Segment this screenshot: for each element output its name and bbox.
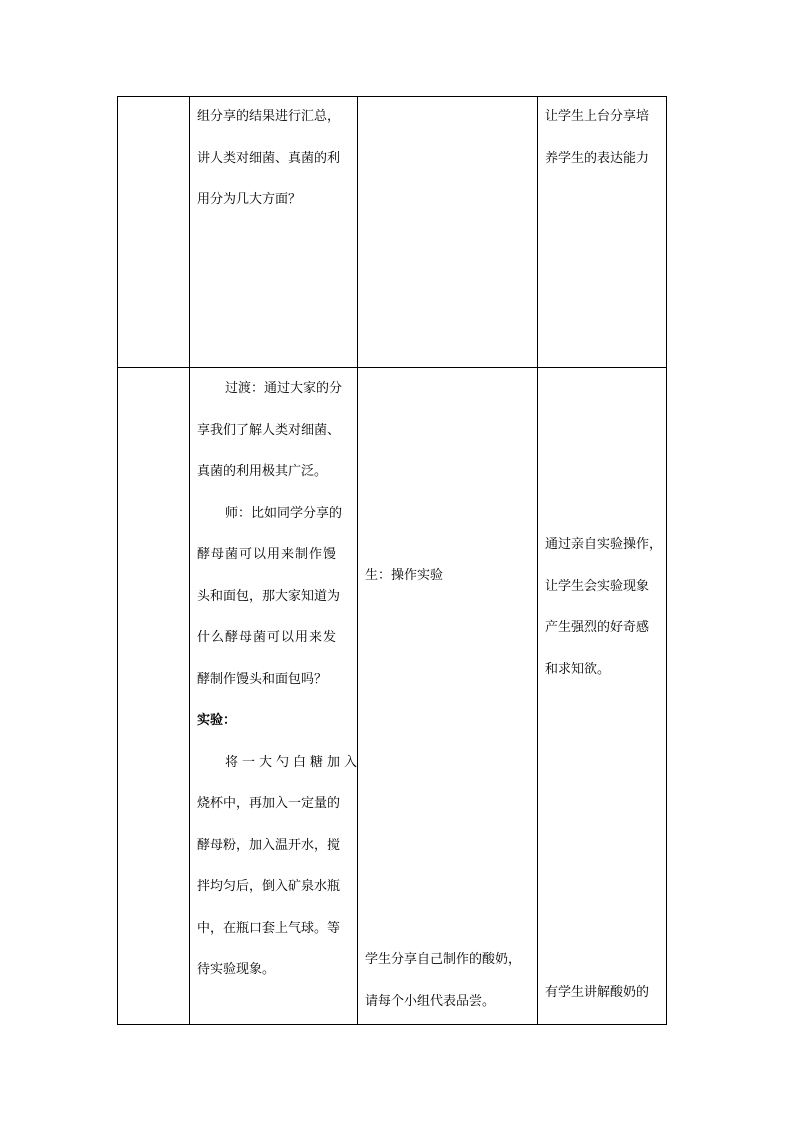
text-line: 烧杯中，再加入一定量的 (197, 796, 341, 811)
text-line: 实验： (197, 713, 237, 728)
text-line: 师：比如同学分享的 (225, 505, 343, 521)
row2-activity-cell (197, 368, 361, 991)
text-line: 养学生的表达能力 (545, 150, 650, 166)
text-line: 生：操作实验 (365, 568, 444, 583)
text-line: 讲人类对细菌、真菌的利 (197, 150, 341, 166)
text-line: 和求知欲。 (545, 661, 611, 677)
text-line: 让学生会实验现象 (545, 578, 650, 594)
text-line: 什么酵母菌可以用来发 (197, 630, 338, 645)
text-line: 产生强烈的好奇感 (545, 620, 650, 635)
column-divider-3 (537, 96, 538, 1025)
text-line: 将一大勺白糖加入 (225, 754, 362, 770)
text-line: 头和面包，那大家知道为 (197, 588, 341, 604)
row2-student-cell-top (365, 555, 443, 597)
text-line: 酵母粉，加入温开水，搅 (197, 837, 341, 853)
text-line: 酵母菌可以用来制作馒 (197, 547, 338, 562)
text-line: 组分享的结果进行汇总， (197, 109, 341, 124)
text-line: 用分为几大方面？ (197, 192, 302, 207)
row1-activity-cell (197, 96, 340, 221)
text-line: 拌均匀后，倒入矿泉水瓶 (197, 879, 341, 894)
table-left-border (117, 96, 118, 1025)
table-right-border (666, 96, 667, 1025)
column-divider-1 (189, 96, 190, 1025)
row2-purpose-cell (545, 524, 662, 690)
text-line: 真菌的利用极其广泛。 (197, 464, 328, 479)
text-line: 享我们了解人类对细菌、 (197, 422, 341, 438)
text-line: 通过亲自实验操作， (545, 537, 663, 552)
text-line: 过渡：通过大家的分 (225, 381, 343, 396)
row1-purpose-cell (545, 96, 649, 179)
text-line: 酵制作馒头和面包吗？ (197, 671, 328, 687)
text-line: 学生分享自己制作的酸奶， (365, 952, 522, 967)
table-bottom-border (117, 1024, 667, 1025)
text-line: 有学生讲解酸奶的 (545, 985, 650, 1000)
row2-student-cell-bottom (365, 939, 521, 1022)
text-line: 让学生上台分享培 (545, 109, 650, 124)
text-line: 待实验现象。 (197, 962, 276, 977)
text-line: 请每个小组代表品尝。 (365, 993, 496, 1009)
row2-purpose-cell-bottom (545, 972, 649, 1014)
text-line: 中，在瓶口套上气球。等 (197, 920, 341, 936)
